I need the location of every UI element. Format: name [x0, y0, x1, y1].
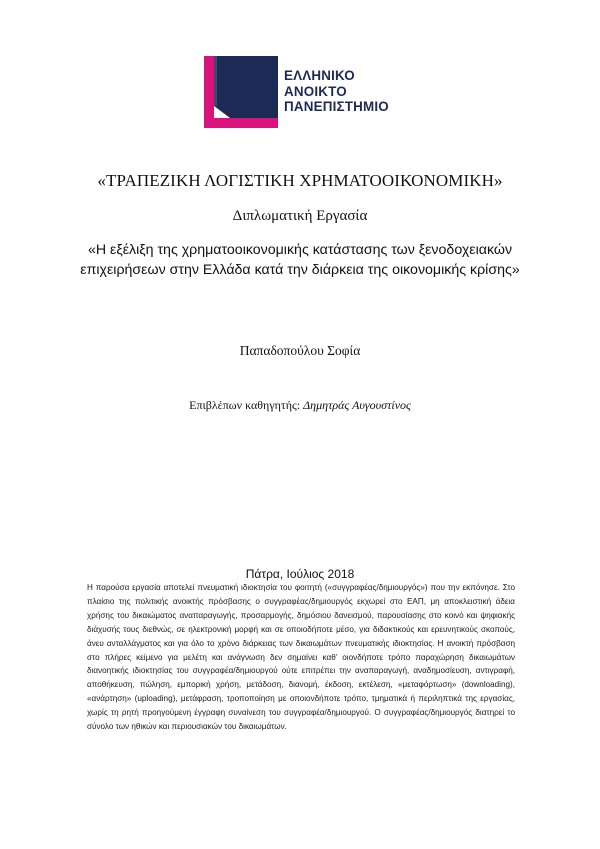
supervisor-name: Δημητράς Αυγουστίνος: [303, 398, 411, 412]
supervisor-line: [0, 398, 600, 413]
logo-emblem-icon: [204, 56, 278, 128]
university-logo: [204, 56, 394, 128]
thesis-title-line-1: «Η εξέλιξη της χρηματοοικονομικής κατάστασης των ξενοδοχειακών: [87, 242, 513, 258]
logo-line-3: ΠΑΝΕΠΙΣΤΗΜΙΟ: [284, 99, 389, 114]
program-title: «ΤΡΑΠΕΖΙΚΗ ΛΟΓΙΣΤΙΚΗ ΧΡΗΜΑΤΟΟΙΚΟΝΟΜΙΚΗ»: [97, 171, 503, 190]
thesis-title: [40, 240, 560, 280]
author-name: Παπαδοπούλου Σοφία: [239, 343, 361, 358]
copyright-notice: Η παρούσα εργασία αποτελεί πνευματική ιδιοκτησία του φοιτητή («συγγραφέας/δημιουργός») που την εκπόνησε. Στο πλαίσιο της πολιτικής ανοικτής πρόσβασης ο συγγραφέας/δημιουργός εκχωρεί στο ΕΑΠ, μη αποκλειστική άδεια χρήσης του δικαιώματος αναπαραγωγής, προσαρμογής, δημόσιου δανεισμού, παρουσίασης στο κοινό και ψηφιακής διάχυσής τους διεθνώς, σε ηλεκτρονική μορφή και σε οποιοδήποτε μέσο, για διδακτικούς και ερευνητικούς σκοπούς, άνευ ανταλλάγματος και για όλο το χρόνο διάρκειας των δικαιωμάτων πνευματικής ιδιοκτησίας. Η ανοικτή πρόσβαση στο πλήρες κείμενο για μελέτη και ανάγνωση δεν σημαίνει καθ’ οιονδήποτε τρόπο παραχώρηση δικαιωμάτων διανοητικής ιδιοκτησίας του συγγραφέα/δημιουργού ούτε επιτρέπει την αναπαραγωγή, αναδημοσίευση, αντιγραφή, αποθήκευση, πώληση, εμπορική χρήση, μετάδοση, διανομή, έκδοση, εκτέλεση, «μεταφόρτωση» (downloading), «ανάρτηση» (uploading), μετάφραση, τροποποίηση με οποιονδήποτε τρόπο, τμηματικά ή περιληπτικά της εργασίας, χωρίς τη ρητή προηγούμενη έγγραφη συναίνεση του συγγραφέα/δημιουργού. Ο συγγραφέας/δημιουργός διατηρεί το σύνολο των ηθικών και περιουσιακών του δικαιωμάτων.: [87, 583, 515, 732]
logo-wordmark: [284, 68, 399, 115]
logo-line-2: ΑΝΟΙΚΤΟ: [284, 83, 347, 99]
thesis-title-line-2: επιχειρήσεων στην Ελλάδα κατά την διάρκεια της οικονομικής κρίσης»: [80, 262, 520, 278]
logo-line-1: ΕΛΛΗΝΙΚΟ: [284, 68, 355, 83]
document-type: Διπλωματική Εργασία: [232, 208, 368, 224]
supervisor-label: Επιβλέπων καθηγητής:: [189, 398, 301, 412]
place-date: Πάτρα, Ιούλιος 2018: [245, 567, 355, 581]
